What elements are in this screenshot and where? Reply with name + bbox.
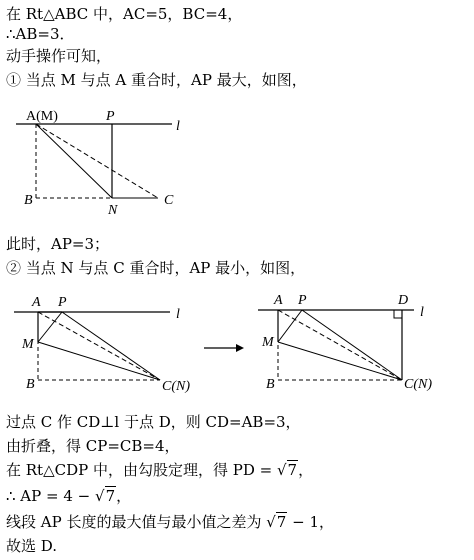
fig3-label-A: A — [274, 293, 283, 308]
fig1-label-l: l — [176, 119, 180, 134]
fig3-label-D: D — [398, 293, 409, 308]
text-line-6: ② 当点 N 与点 C 重合时，AP 最小，如图， — [6, 259, 306, 277]
line9-end: ， — [298, 461, 314, 479]
sqrt-seven-1-radicand: 7 — [287, 461, 298, 479]
text-line-3: 动手操作可知， — [6, 47, 112, 65]
arrow-icon — [200, 340, 250, 356]
line11-end: − 1， — [287, 513, 334, 531]
text-line-10 — [6, 486, 131, 506]
fig1-label-C: C — [164, 193, 174, 208]
fig3-label-B: B — [266, 377, 275, 392]
fig1-label-N: N — [108, 203, 118, 218]
fig2-label-l: l — [176, 307, 180, 322]
line10-end: ， — [116, 487, 132, 505]
fig3-label-M: M — [262, 335, 274, 350]
line11-text: 线段 AP 长度的最大值与最小值之差为 — [6, 513, 267, 531]
fig2-label-M: M — [22, 337, 34, 352]
text-line-1: 在 Rt△ABC 中，AC=5，BC=4， — [6, 5, 243, 23]
line10-text: ∴ AP = 4 − — [6, 487, 95, 505]
fig2-label-P: P — [58, 295, 67, 310]
fig3-label-P: P — [298, 293, 307, 308]
sqrt-seven-2: √7 — [95, 487, 116, 505]
text-line-8: 由折叠，得 CP=CB=4， — [6, 437, 180, 455]
figure-min-case-right — [252, 288, 462, 398]
fig2-label-B: B — [26, 377, 35, 392]
text-line-2: ∴AB=3． — [6, 25, 75, 43]
sqrt-seven-3: √7 — [266, 513, 287, 531]
fig1-label-P: P — [106, 109, 115, 124]
figure-min-case-left — [0, 288, 200, 398]
line9-text: 在 Rt△CDP 中，由勾股定理，得 PD = — [6, 461, 277, 479]
fig3-label-l: l — [420, 305, 424, 320]
fig1-label-A: A(M) — [26, 109, 58, 124]
fig1-label-B: B — [24, 193, 33, 208]
text-line-4: ① 当点 M 与点 A 重合时，AP 最大，如图， — [6, 71, 307, 89]
text-line-9 — [6, 460, 313, 480]
sqrt-seven-2-radicand: 7 — [105, 487, 116, 505]
text-line-12: 故选 D. — [6, 537, 58, 555]
fig2-label-A: A — [32, 295, 41, 310]
sqrt-seven-3-radicand: 7 — [276, 513, 287, 531]
fig2-label-C: C(N) — [162, 379, 190, 394]
figure-max-case — [0, 100, 200, 225]
text-line-7: 过点 C 作 CD⊥l 于点 D，则 CD=AB=3， — [6, 413, 301, 431]
text-line-5: 此时，AP=3； — [6, 235, 110, 253]
fig3-label-C: C(N) — [404, 377, 432, 392]
text-line-11 — [6, 512, 334, 532]
sqrt-seven-1: √7 — [276, 461, 298, 479]
